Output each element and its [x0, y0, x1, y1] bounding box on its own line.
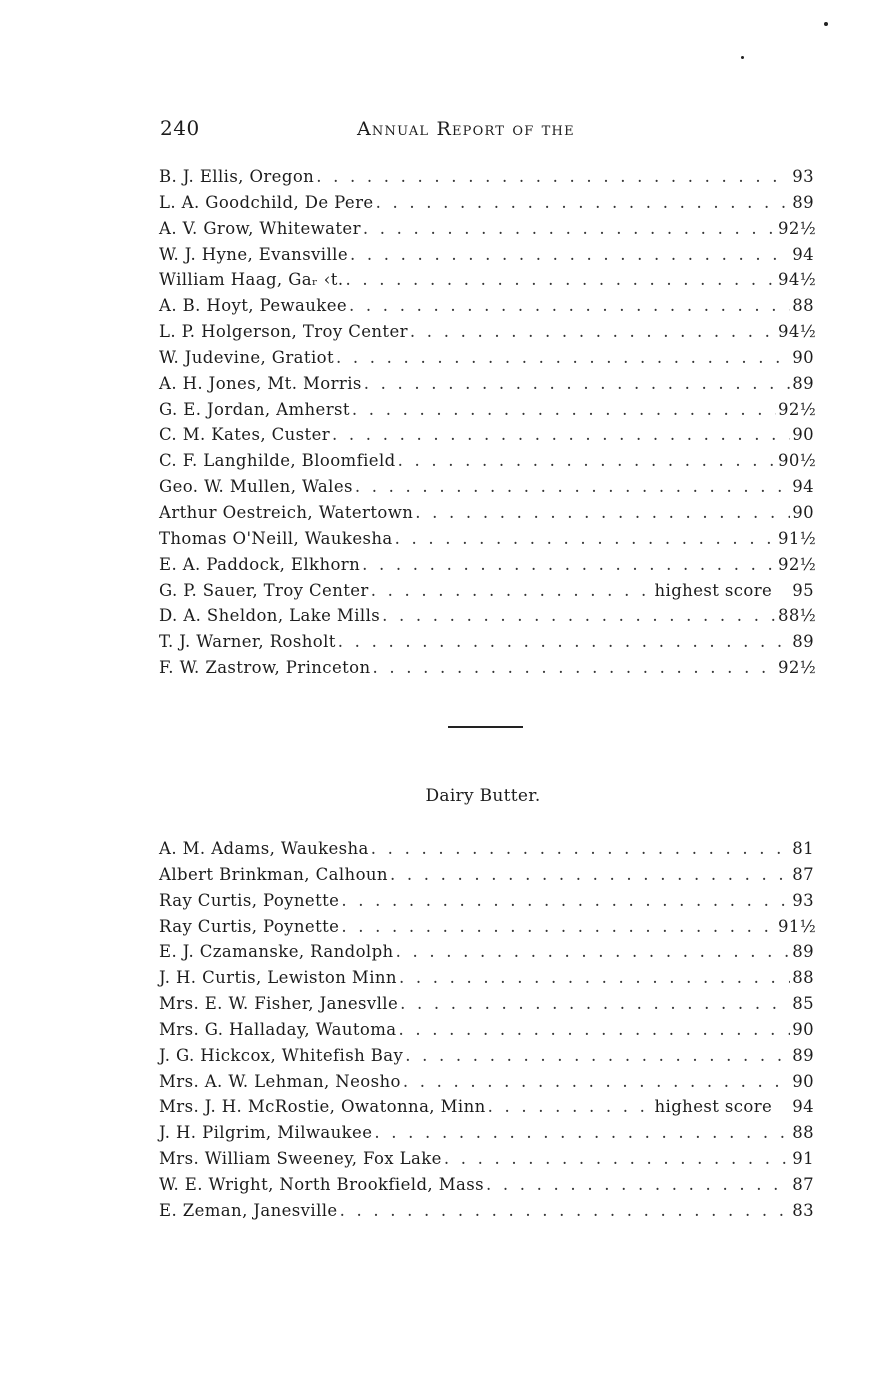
score-value: 89	[792, 192, 814, 212]
dot-leader	[395, 529, 776, 548]
list-item	[159, 658, 817, 684]
exhibitor-name: G. E. Jordan, Amherst	[159, 399, 350, 419]
exhibitor-name: W. E. Wright, North Brookfield, Mass	[159, 1174, 484, 1194]
list-item	[159, 554, 817, 581]
dot-leader	[399, 968, 790, 987]
dot-leader	[373, 658, 777, 677]
list-item	[159, 528, 817, 555]
score-value: 90	[792, 1019, 814, 1039]
dot-leader	[400, 994, 790, 1013]
score-value: 94½	[778, 270, 817, 290]
exhibitor-name: Mrs. G. Halladay, Wautoma	[159, 1019, 397, 1039]
list-item	[159, 942, 814, 968]
score-value: 94	[792, 244, 814, 264]
exhibitor-name: E. J. Czamanske, Randolph	[159, 942, 394, 962]
list-item	[159, 839, 814, 865]
list-item	[159, 167, 814, 193]
exhibitor-name: Geo. W. Mullen, Wales	[159, 477, 353, 497]
exhibitor-name: L. A. Goodchild, De Pere	[159, 192, 374, 212]
score-value: 89	[792, 632, 814, 652]
dot-leader	[341, 891, 790, 910]
exhibitor-name: Mrs. J. H. McRostie, Owatonna, Minn	[159, 1097, 486, 1117]
exhibitor-name: Mrs. E. W. Fisher, Janesvlle	[159, 994, 399, 1014]
score-value: 93	[792, 167, 814, 186]
score-value: 94	[792, 1097, 814, 1117]
list-item	[159, 270, 817, 296]
exhibitor-name: A. B. Hoyt, Pewaukee	[159, 296, 348, 316]
list-item	[159, 865, 814, 891]
list-item	[159, 581, 814, 607]
dot-leader	[382, 606, 776, 625]
dot-leader	[371, 581, 653, 600]
exhibitor-name: E. Zeman, Janesville	[159, 1200, 338, 1220]
score-value: 94½	[778, 322, 817, 342]
list-item	[159, 399, 817, 426]
list-item	[159, 1097, 814, 1123]
score-value: 88	[792, 1123, 814, 1143]
list-item	[159, 245, 814, 271]
score-value: 88	[792, 968, 814, 988]
exhibitor-name: C. M. Kates, Custer	[159, 425, 331, 445]
exhibitor-name: W. J. Hyne, Evansville	[159, 244, 348, 264]
exhibitor-name: Ray Curtis, Poynette	[159, 890, 340, 910]
exhibitor-name: G. P. Sauer, Troy Center	[159, 580, 369, 600]
list-item	[159, 1072, 814, 1098]
score-value: 91	[792, 1149, 814, 1169]
list-item	[159, 503, 814, 529]
score-value: 89	[792, 942, 814, 962]
exhibitor-name: L. P. Holgerson, Troy Center	[159, 322, 408, 342]
list-item	[159, 425, 814, 451]
highest-score-note: highest score	[654, 580, 773, 600]
exhibitor-name: D. A. Sheldon, Lake Mills	[159, 606, 381, 626]
score-value: 92½	[778, 218, 817, 238]
score-value: 92½	[778, 554, 817, 574]
exhibitor-name: William Haag, Gaᵣ ‹t.	[159, 270, 344, 290]
section-heading: Dairy Butter.	[425, 786, 541, 806]
dot-leader	[355, 477, 790, 496]
dot-leader	[415, 503, 790, 522]
score-value: 88½	[778, 606, 817, 626]
list-item	[159, 322, 817, 348]
exhibitor-name: E. A. Paddock, Elkhorn	[159, 554, 361, 574]
dot-leader	[352, 400, 776, 419]
dot-leader	[390, 865, 790, 884]
score-value: 90	[792, 502, 814, 522]
section-divider	[448, 726, 523, 728]
highest-score-note: highest score	[654, 1097, 773, 1117]
exhibitor-name: Albert Brinkman, Calhoun	[159, 864, 388, 884]
exhibitor-name: B. J. Ellis, Oregon	[159, 167, 315, 186]
score-value: 83	[792, 1200, 814, 1220]
exhibitor-name: T. J. Warner, Rosholt	[159, 632, 336, 652]
list-item	[159, 1175, 814, 1201]
list-item	[159, 1201, 814, 1227]
list-item	[159, 1123, 814, 1149]
dot-leader	[349, 296, 790, 315]
score-value: 89	[792, 373, 814, 393]
list-item	[159, 1046, 814, 1072]
dot-leader	[362, 555, 776, 574]
list-item	[159, 296, 814, 322]
dot-leader	[332, 425, 790, 444]
list-item	[159, 1149, 814, 1175]
exhibitor-name: J. G. Hickcox, Whitefish Bay	[159, 1045, 404, 1065]
list-item	[159, 916, 817, 943]
list-item	[159, 193, 814, 219]
score-value: 95	[792, 580, 814, 600]
score-value: 91½	[778, 528, 817, 548]
dot-leader	[338, 632, 790, 651]
score-value: 92½	[778, 399, 817, 419]
score-value: 90½	[778, 451, 817, 471]
exhibitor-name: A. V. Grow, Whitewater	[159, 218, 361, 238]
exhibitor-name: C. F. Langhilde, Bloomfield	[159, 451, 396, 471]
dot-leader	[340, 1201, 791, 1220]
score-value: 81	[792, 839, 814, 858]
list-item	[159, 632, 814, 658]
score-value: 93	[792, 890, 814, 910]
dot-leader	[376, 193, 791, 212]
exhibitor-score-list	[159, 167, 817, 684]
dairy-butter-score-list	[159, 839, 817, 1227]
dot-leader	[444, 1149, 790, 1168]
exhibitor-name: J. H. Curtis, Lewiston Minn	[159, 968, 397, 988]
dot-leader	[363, 219, 776, 238]
running-title: Annual Report of the	[357, 118, 575, 140]
exhibitor-name: W. Judevine, Gratiot	[159, 347, 334, 367]
list-item	[159, 891, 814, 917]
exhibitor-name: Thomas O'Neill, Waukesha	[159, 528, 393, 548]
list-item	[159, 218, 817, 245]
exhibitor-name: A. H. Jones, Mt. Morris	[159, 373, 362, 393]
dot-leader	[488, 1097, 653, 1116]
dot-leader	[399, 1020, 791, 1039]
exhibitor-name: F. W. Zastrow, Princeton	[159, 658, 371, 678]
dot-leader	[371, 839, 790, 858]
dot-leader	[486, 1175, 790, 1194]
list-item	[159, 477, 814, 503]
score-value: 92½	[778, 658, 817, 678]
score-value: 85	[792, 994, 814, 1014]
list-item	[159, 968, 814, 994]
exhibitor-name: Mrs. A. W. Lehman, Neosho	[159, 1071, 401, 1091]
page-header	[160, 116, 620, 146]
list-item	[159, 348, 814, 374]
ink-speck	[741, 56, 744, 59]
dot-leader	[336, 348, 790, 367]
dot-leader	[346, 270, 777, 289]
dot-leader	[374, 1123, 790, 1142]
dot-leader	[341, 917, 776, 936]
score-value: 88	[792, 296, 814, 316]
exhibitor-name: Ray Curtis, Poynette	[159, 916, 340, 936]
score-value: 90	[792, 425, 814, 445]
dot-leader	[403, 1072, 790, 1091]
exhibitor-name: A. M. Adams, Waukesha	[159, 839, 369, 858]
dot-leader	[398, 451, 776, 470]
list-item	[159, 374, 814, 400]
exhibitor-name: J. H. Pilgrim, Milwaukee	[159, 1123, 373, 1143]
list-item	[159, 606, 817, 632]
score-value: 91½	[778, 916, 817, 936]
exhibitor-name: Arthur Oestreich, Watertown	[159, 502, 414, 522]
score-value: 89	[792, 1045, 814, 1065]
dot-leader	[316, 167, 790, 186]
list-item	[159, 1020, 814, 1046]
dot-leader	[410, 322, 776, 341]
ink-speck	[824, 22, 828, 26]
score-value: 94	[792, 477, 814, 497]
list-item	[159, 451, 817, 477]
list-item	[159, 994, 814, 1020]
exhibitor-name: Mrs. William Sweeney, Fox Lake	[159, 1149, 442, 1169]
score-value: 87	[792, 1174, 814, 1194]
score-value: 90	[792, 1071, 814, 1091]
score-value: 90	[792, 347, 814, 367]
page-number: 240	[160, 116, 200, 140]
dot-leader	[396, 942, 791, 961]
dot-leader	[364, 374, 790, 393]
dot-leader	[350, 245, 790, 264]
dot-leader	[405, 1046, 790, 1065]
score-value: 87	[792, 864, 814, 884]
